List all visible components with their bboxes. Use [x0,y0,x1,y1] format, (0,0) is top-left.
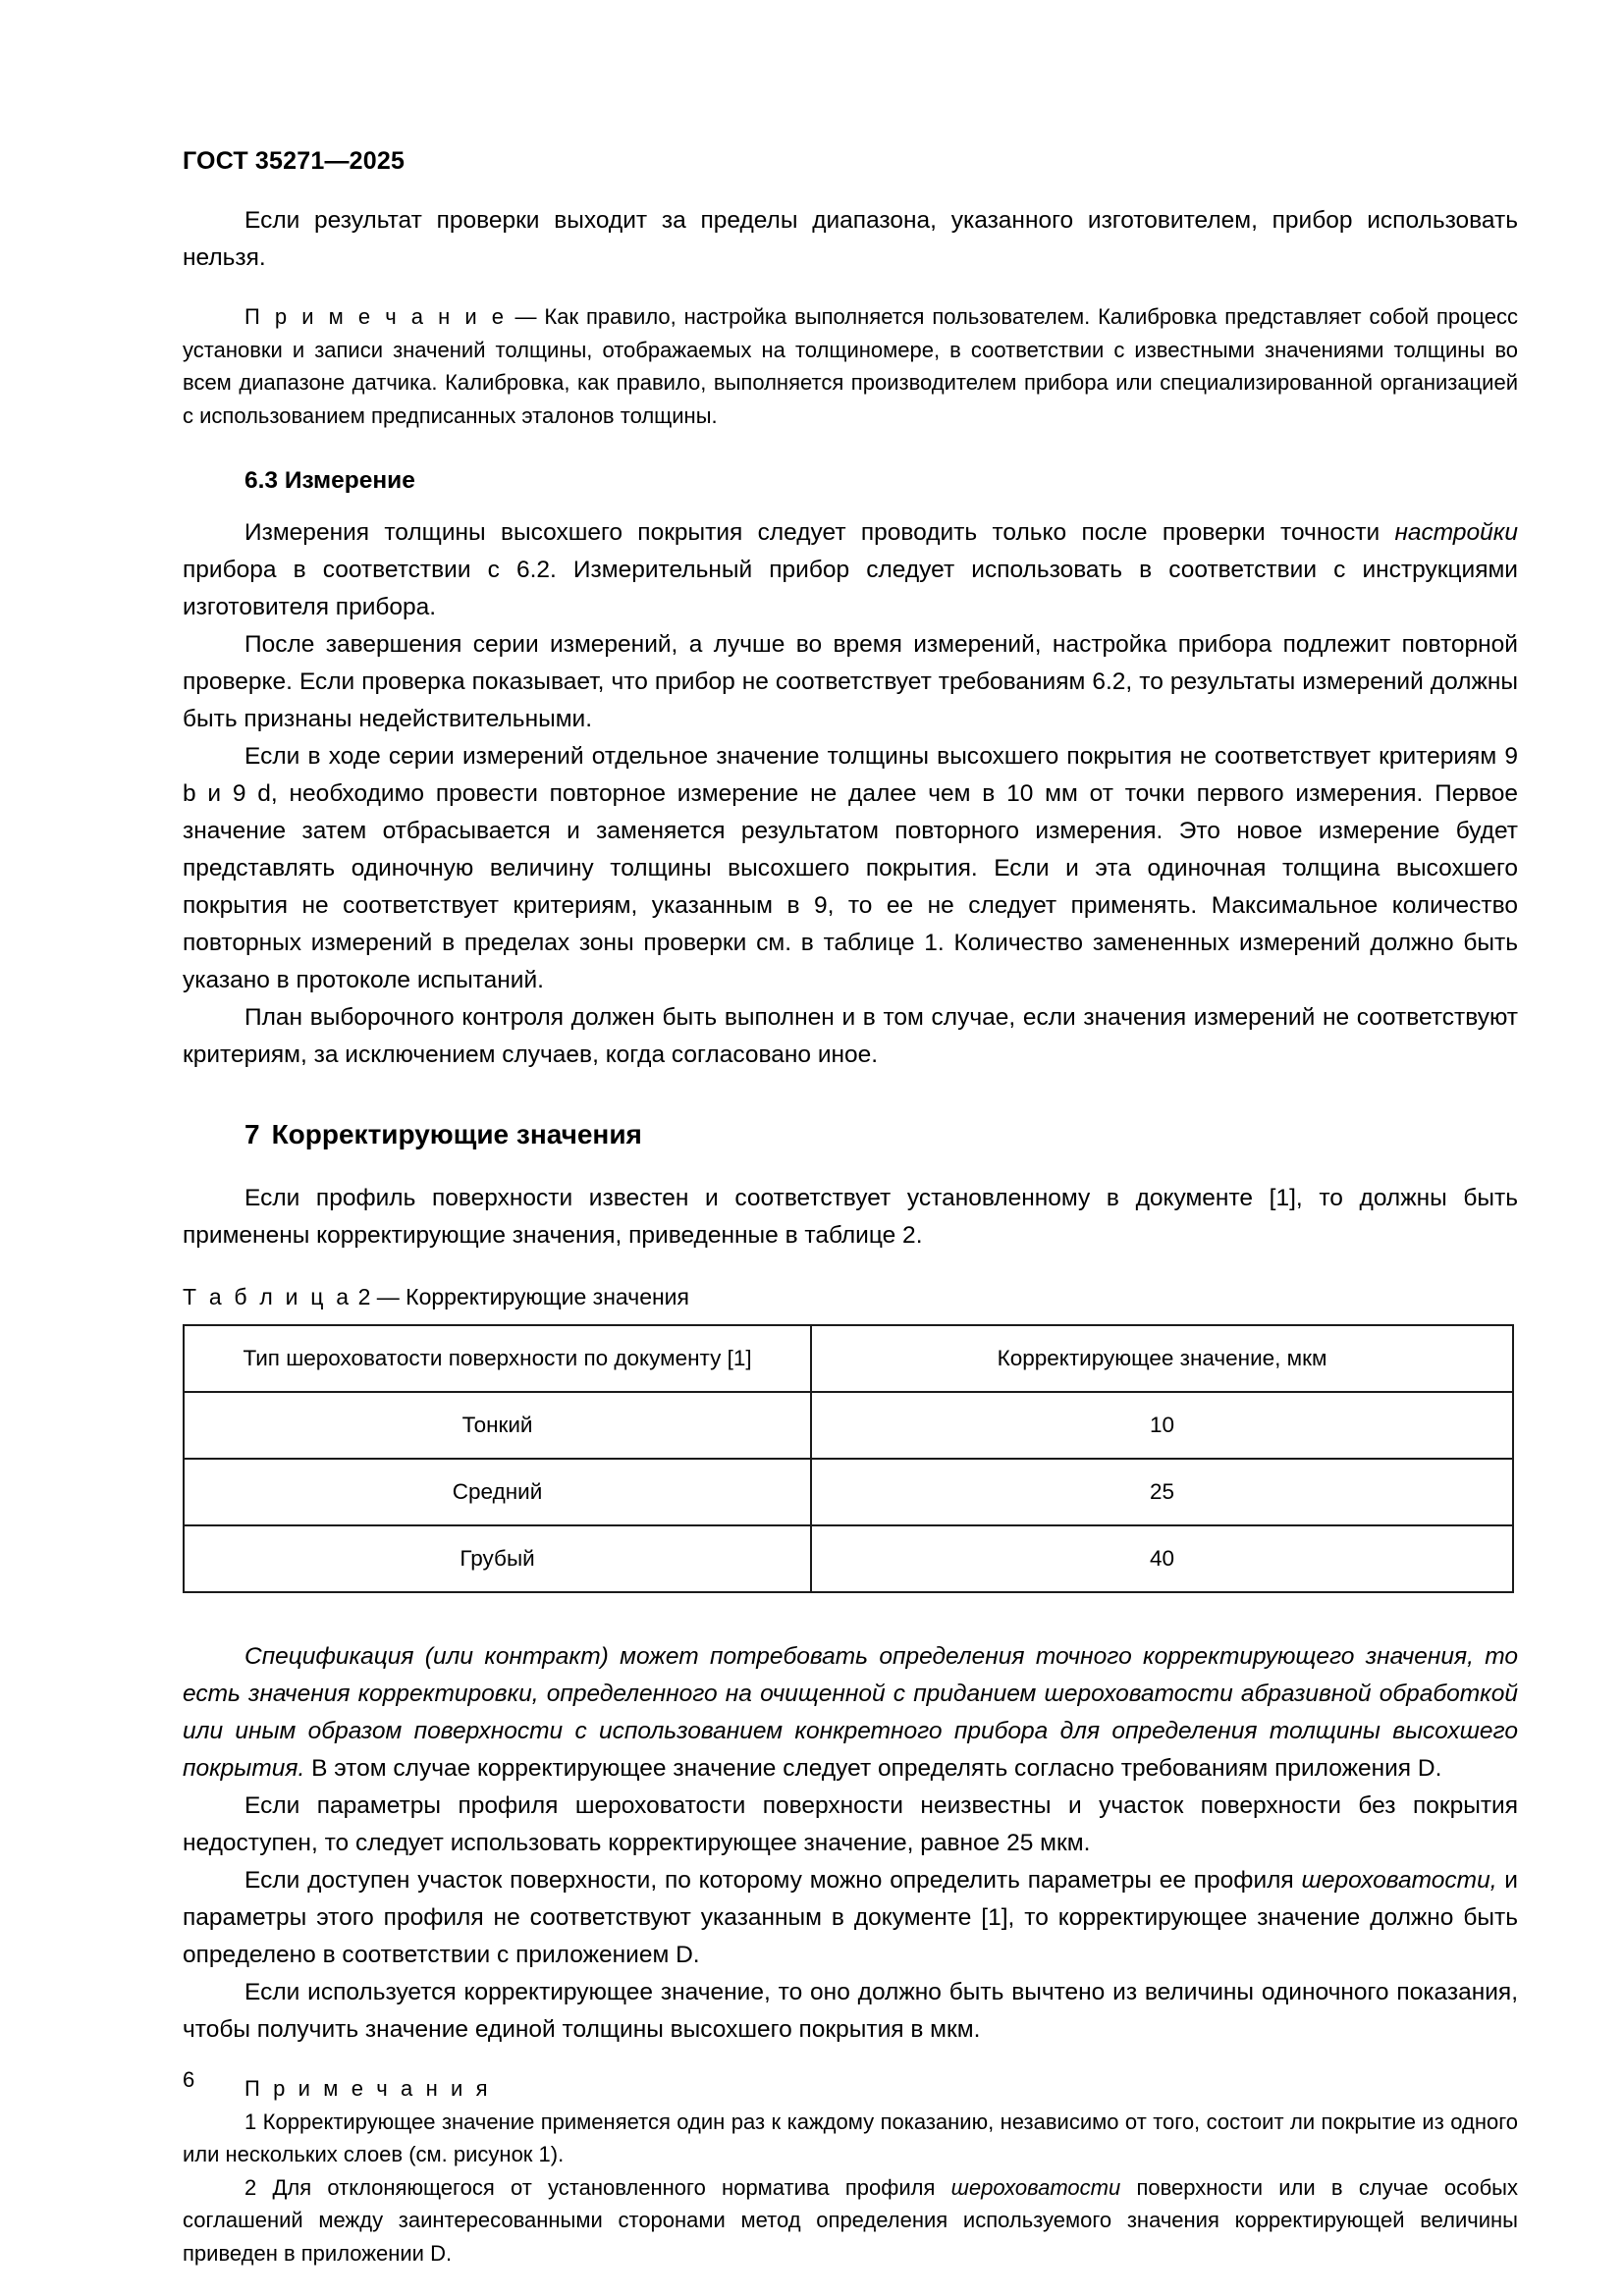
table-cell-value: 25 [811,1459,1513,1525]
table-header-row [184,1325,1513,1392]
paragraph-6-3-3: Если в ходе серии измерений отдельное значение толщины высохшего покрытия не соответствует критериям 9 b и 9 d, необходимо провести повторное измерение не далее чем в 10 мм от точки первого измерения. Первое значение затем отбрасывается и заменяется результатом повторного измерения. Это новое измерение будет представлять одиночную величину толщины высохшего покрытия. Если и эта одиночная толщина высохшего покрытия не соответствует критериям, указанным в 9, то ее не следует применять. Максимальное количество повторных измерений в пределах зоны проверки см. в таблице 1. Количество замененных измерений должно быть указано в протоколе испытаний. [183,743,1518,993]
table-cell-type: Грубый [184,1525,811,1592]
page-number: 6 [183,2067,195,2092]
table-caption [183,1284,1518,1310]
corrective-values-table [183,1324,1514,1593]
table-row [184,1392,1513,1459]
paragraph-6-3-4: План выборочного контроля должен быть выполнен и в том случае, если значения измерений не соответствуют критериям, за исключением случаев, когда согласовано иное. [183,1004,1518,1068]
table-cell-value: 10 [811,1392,1513,1459]
note-item-2-part-a: 2 Для отклоняющегося от установленного норматива профиля [244,2174,951,2200]
table-caption-dash: — [370,1284,406,1309]
paragraph-6-3-1-part-b: прибора в соответствии с 6.2. Измерительный прибор следует использовать в соответствии с инструкциями изготовителя прибора. [183,557,1518,620]
heading-7-title: Корректирующие значения [271,1119,642,1149]
note-label: П р и м е ч а н и е [244,304,508,329]
note-calibration [183,300,1518,432]
paragraph-7-1: Если профиль поверхности известен и соответствует установленному в документе [1], то должны быть применены корректирующие значения, приведенные в таблице 2. [183,1185,1518,1249]
paragraph-6-3-1-part-a: Измерения толщины высохшего покрытия следует проводить только после проверки точности [244,519,1395,546]
table-row [184,1459,1513,1525]
table-cell-type: Тонкий [184,1392,811,1459]
table-row [184,1525,1513,1592]
note-dash: — [507,304,545,329]
notes-label: П р и м е ч а н и я [244,2076,492,2101]
paragraph-7-4: Если используется корректирующее значение, то оно должно быть вычтено из величины одиночного показания, чтобы получить значение единой толщины высохшего покрытия в мкм. [183,1979,1518,2043]
paragraph-check-range: Если результат проверки выходит за пределы диапазона, указанного изготовителем, прибор использовать нельзя. [183,207,1518,271]
heading-7-number: 7 [244,1119,260,1149]
paragraph-6-3-1 [183,514,1518,626]
table-caption-number: 2 [357,1284,371,1309]
heading-6-3-measurement: 6.3 Измерение [244,467,415,494]
table-header-corrective-value: Корректирующее значение, мкм [811,1325,1513,1392]
paragraph-7-3-italic: шероховатости, [1301,1867,1497,1894]
paragraph-7-3-part-b: и параметры этого профиля не соответствуют указанным в документе [1], то корректирующее значение должно быть определено в соответствии с приложением D. [183,1867,1518,1968]
paragraph-7-specification-tail: В этом случае корректирующее значение следует определять согласно требованиям приложения D. [304,1755,1442,1782]
note-item-2-italic: шероховатости [950,2174,1121,2200]
paragraph-7-specification [183,1638,1518,1788]
table-cell-type: Средний [184,1459,811,1525]
paragraph-7-3-part-a: Если доступен участок поверхности, по которому можно определить параметры ее профиля [244,1867,1302,1894]
table-caption-title: Корректирующие значения [406,1284,689,1309]
table-cell-value: 40 [811,1525,1513,1592]
table-header-roughness-type: Тип шероховатости поверхности по документу [1] [184,1325,811,1392]
paragraph-7-2: Если параметры профиля шероховатости поверхности неизвестны и участок поверхности без покрытия недоступен, то следует использовать корректирующее значение, равное 25 мкм. [183,1792,1518,1856]
note-body: Как правило, настройка выполняется пользователем. Калибровка представляет собой процесс установки и записи значений толщины, отображаемых на толщиномере, в соответствии с известными значениями толщины во всем диапазоне датчика. Калибровка, как правило, выполняется производителем прибора или специализированной организацией с использованием предписанных эталонов толщины. [183,304,1518,428]
note-item-2-part-b: поверхности или в случае особых соглашений между заинтересованными сторонами метод определения используемого значения корректирующей величины приведен в приложении D. [183,2174,1518,2266]
paragraph-6-3-1-italic: настройки [1394,519,1518,546]
document-header: ГОСТ 35271—2025 [183,147,406,175]
table-caption-word: Т а б л и ц а [183,1284,352,1309]
paragraph-6-3-2: После завершения серии измерений, а лучше во время измерений, настройка прибора подлежит повторной проверке. Если проверка показывает, что прибор не соответствует требованиям 6.2, то результаты измерений должны быть признаны недействительными. [183,631,1518,732]
note-item-2 [183,2171,1518,2270]
note-item-1: 1 Корректирующее значение применяется один раз к каждому показанию, независимо от того, состоит ли покрытие из одного или нескольких слоев (см. рисунок 1). [183,2109,1518,2166]
paragraph-7-3 [183,1862,1518,1974]
paragraph-7-specification-italic: Спецификация (или контракт) может потребовать определения точного корректирующего значения, то есть значения корректировки, определенного на очищенной с приданием шероховатости абразивной обработкой или иным образом поверхности с использованием конкретного прибора для определения толщины высохшего покрытия. [183,1643,1518,1782]
heading-7-corrective-values [183,1119,1518,1150]
page-content [183,147,1518,2269]
